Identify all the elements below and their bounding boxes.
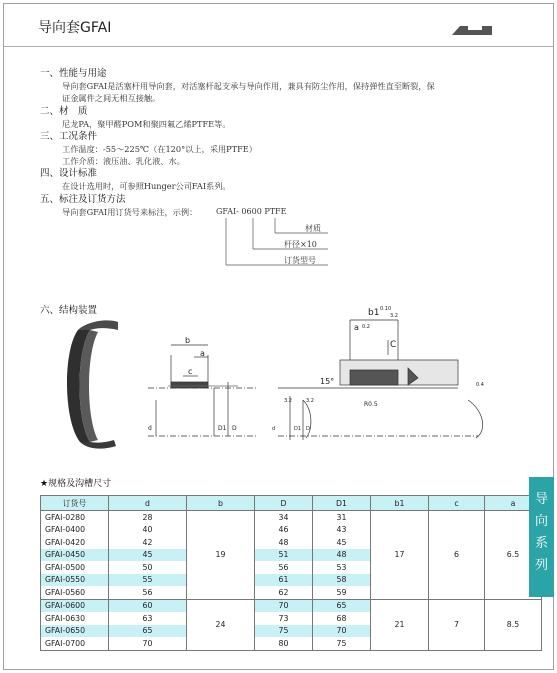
cell-code: GFAI-0600 bbox=[41, 599, 109, 612]
cell-D: 75 bbox=[255, 625, 313, 638]
side-category-tab[interactable] bbox=[529, 477, 554, 597]
side-tab-char: 列 bbox=[534, 558, 548, 573]
radius-label: R0.5 bbox=[364, 401, 378, 408]
guide-ring-3d-image bbox=[67, 320, 118, 448]
col-header-b: b bbox=[187, 496, 255, 511]
cell-D: 56 bbox=[255, 561, 313, 574]
cell-code: GFAI-0560 bbox=[41, 586, 109, 599]
dim-b-label: b bbox=[185, 336, 191, 345]
cell-D1: 53 bbox=[313, 561, 371, 574]
side-tab-char: 系 bbox=[534, 536, 548, 551]
roughness-label: 3.2 bbox=[390, 313, 398, 319]
cell-code: GFAI-0630 bbox=[41, 612, 109, 625]
table-header-row bbox=[41, 496, 542, 511]
section-line: 导向套GFAI是活塞杆用导向套，对活塞杆起支承与导向作用，兼具有防尘作用，保持弹性直至断裂，保 bbox=[62, 81, 435, 91]
title-rule bbox=[3, 46, 554, 47]
cell-b1-group1: 17 bbox=[371, 511, 429, 600]
cell-code: GFAI-0400 bbox=[41, 524, 109, 537]
dim-b1-tolerance: 0.10 bbox=[380, 306, 392, 312]
col-header-d: d bbox=[109, 496, 187, 511]
section-line: 导向套GFAI用订货号来标注，示例： bbox=[62, 207, 198, 217]
cell-a-group2: 8.5 bbox=[485, 599, 542, 650]
cell-D: 51 bbox=[255, 549, 313, 562]
cell-D1: 75 bbox=[313, 637, 371, 650]
cell-d: 55 bbox=[109, 574, 187, 587]
roughness-label: 0.4 bbox=[476, 382, 484, 388]
cell-d: 42 bbox=[109, 536, 187, 549]
cell-D: 80 bbox=[255, 637, 313, 650]
cell-D1: 43 bbox=[313, 524, 371, 537]
cell-D1: 48 bbox=[313, 549, 371, 562]
section-heading: 三、工况条件 bbox=[40, 131, 98, 142]
cell-d: 63 bbox=[109, 612, 187, 625]
cell-code: GFAI-0420 bbox=[41, 536, 109, 549]
dim-a-label: a bbox=[200, 349, 205, 358]
order-code-callout bbox=[216, 207, 335, 267]
structure-drawing bbox=[58, 300, 498, 450]
cell-c-group2: 7 bbox=[429, 599, 485, 650]
roughness-label: 3.2 bbox=[306, 398, 314, 404]
section-line: 证金属件之间无相互接触。 bbox=[62, 93, 161, 103]
cell-D1: 31 bbox=[313, 511, 371, 524]
cell-d: 56 bbox=[109, 586, 187, 599]
section-heading: 四、设计标准 bbox=[40, 168, 98, 179]
table-title: ★规格及沟槽尺寸 bbox=[40, 479, 112, 489]
section-line: 工作温度：-55～225℃（在120°以上，采用PTFE） bbox=[62, 144, 257, 154]
cell-D: 62 bbox=[255, 586, 313, 599]
cell-D1: 70 bbox=[313, 625, 371, 638]
cell-d: 28 bbox=[109, 511, 187, 524]
cell-D: 61 bbox=[255, 574, 313, 587]
order-material-label: 材质 bbox=[305, 224, 321, 233]
dim-a2-tolerance: 0.2 bbox=[362, 324, 370, 330]
section-view-installation bbox=[278, 320, 483, 440]
col-header-code: 订货号 bbox=[41, 496, 109, 511]
chamfer-angle-label: 15° bbox=[320, 377, 335, 386]
dim-D-label: D bbox=[306, 426, 310, 432]
cell-D: 70 bbox=[255, 599, 313, 612]
col-header-b1: b1 bbox=[371, 496, 429, 511]
section-standard bbox=[40, 168, 231, 192]
cell-D: 48 bbox=[255, 536, 313, 549]
section-line: 工作介质：液压油、乳化液、水。 bbox=[62, 156, 185, 166]
cell-b-group1: 19 bbox=[187, 511, 255, 600]
table-row bbox=[41, 599, 542, 612]
dim-d-label: d bbox=[148, 425, 152, 432]
dim-a2-label: a bbox=[354, 323, 359, 332]
page-title: 导向套GFAI bbox=[38, 20, 112, 36]
section-heading: 五、标注及订货方法 bbox=[40, 194, 126, 205]
corner-logo-mark bbox=[452, 24, 492, 36]
cell-D1: 59 bbox=[313, 586, 371, 599]
dim-D1-label: D1 bbox=[218, 425, 227, 432]
section-material bbox=[40, 106, 231, 130]
cell-D: 34 bbox=[255, 511, 313, 524]
dim-D1-label: D1 bbox=[294, 426, 302, 432]
col-header-c: c bbox=[429, 496, 485, 511]
cell-code: GFAI-0550 bbox=[41, 574, 109, 587]
cell-a-group1: 6.5 bbox=[485, 511, 542, 600]
section-conditions bbox=[40, 131, 257, 167]
col-header-D: D bbox=[255, 496, 313, 511]
cell-code: GFAI-0450 bbox=[41, 549, 109, 562]
cell-d: 70 bbox=[109, 637, 187, 650]
col-header-a: a bbox=[485, 496, 542, 511]
order-type-label: 订货型号 bbox=[284, 256, 316, 265]
section-line: 在设计选用时，可参照Hunger公司FAI系列。 bbox=[62, 181, 231, 191]
order-callout-lines bbox=[220, 207, 335, 267]
order-rod-label: 杆径×10 bbox=[284, 240, 317, 249]
side-tab-char: 向 bbox=[534, 514, 548, 529]
cell-d: 45 bbox=[109, 549, 187, 562]
section-view-left bbox=[148, 345, 258, 436]
col-header-D1: D1 bbox=[313, 496, 371, 511]
cell-d: 60 bbox=[109, 599, 187, 612]
spec-table bbox=[40, 495, 542, 651]
cell-code: GFAI-0280 bbox=[41, 511, 109, 524]
cell-D: 73 bbox=[255, 612, 313, 625]
cell-code: GFAI-0700 bbox=[41, 637, 109, 650]
cell-d: 40 bbox=[109, 524, 187, 537]
order-code-example: GFAI- 0600 PTFE bbox=[216, 207, 287, 216]
cell-d: 50 bbox=[109, 561, 187, 574]
cell-D1: 68 bbox=[313, 612, 371, 625]
section-heading: 一、性能与用途 bbox=[40, 68, 107, 79]
section-ordering bbox=[40, 194, 197, 218]
cell-d: 65 bbox=[109, 625, 187, 638]
cell-b1-group2: 21 bbox=[371, 599, 429, 650]
cell-D1: 45 bbox=[313, 536, 371, 549]
side-tab-char: 导 bbox=[534, 492, 548, 507]
diagram-heading: 六、结构装置 bbox=[40, 305, 98, 316]
table-row bbox=[41, 511, 542, 524]
section-usage bbox=[40, 68, 435, 104]
dim-c-label: c bbox=[188, 367, 193, 376]
cell-code: GFAI-0500 bbox=[41, 561, 109, 574]
section-heading: 二、材 质 bbox=[40, 106, 88, 117]
cell-D1: 58 bbox=[313, 574, 371, 587]
section-line: 尼龙PA，聚甲醛POM和聚四氟乙烯PTFE等。 bbox=[62, 119, 231, 129]
cell-D1: 65 bbox=[313, 599, 371, 612]
dim-d-label: d bbox=[272, 426, 276, 432]
roughness-label: 3.2 bbox=[284, 398, 292, 404]
cell-b-group2: 24 bbox=[187, 599, 255, 650]
dim-D-label: D bbox=[232, 425, 237, 432]
dim-b1-label: b1 bbox=[368, 308, 380, 318]
cell-code: GFAI-0650 bbox=[41, 625, 109, 638]
dim-c2-label: C bbox=[390, 340, 397, 350]
cell-D: 46 bbox=[255, 524, 313, 537]
cell-c-group1: 6 bbox=[429, 511, 485, 600]
